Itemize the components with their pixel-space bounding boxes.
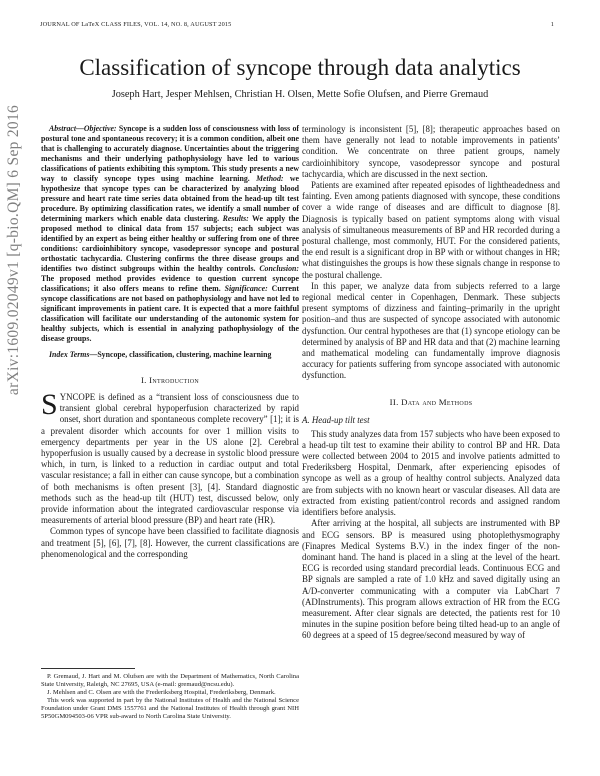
footnote-divider [41,668,135,669]
footnote-affiliation-ncsu: P. Gremaud, J. Hart and M. Olufsen are with the Department of Mathematics, North Carolina State University, Raleigh, NC 27695, USA (e-mail: gremaud@ncsu.edu). [41,673,299,689]
abstract-method: we hypothesize that syncope types can be characterized by analyzing blood pressure and heart rate time series data obtained from the head-up tilt test procedure. By optimizing classification rates, we identify a small number of determining markers which enable data clustering. [41,174,299,223]
conclusion-label: Conclusion: [259,264,299,273]
abstract: Abstract—Objective: Syncope is a sudden loss of consciousness with loss of postural tone and spontaneous recovery; it is a common condition, albeit one that is challenging to accurately diagnose. Uncertainties about the triggering mechanisms and their underlying pathophysiology have led to various classifications of patients exhibiting this symptom. This study presents a new way to classify syncope types using machine learning. Method: we hypothesize that syncope types can be characterized by analyzing blood pressure and heart rate time series data obtained from the head-up tilt test procedure. By optimizing classification rates, we identify a small number of determining markers which enable data clustering. Results: We apply the proposed method to clinical data from 157 subjects; each subject was identified by an expert as being either healthy or suffering from one of three conditions: cardioinhibitory syncope, vasodepressor syncope and postural orthostatic tachycardia. Clustering confirms the three disease groups and identifies two distinct subgroups within the healthy controls. Conclusion: The proposed method provides evidence to question current syncope classifications; it also offers means to refine them. Significance: Current syncope classifications are not based on pathophysiology and have not led to significant improvements in patient care. It is expected that a more faithful classification will facilitate our understanding of the autonomic system for healthy subjects, which is essential in analyzing pathophysiology of the disease groups. [41,124,299,343]
intro-paragraph-1 [41,388,299,526]
arxiv-stamp: arXiv:1609.02049v1 [q-bio.QM] 6 Sep 2016 [5,104,22,396]
running-header [40,20,554,30]
intro-paragraph-4: Patients are examined after repeated episodes of lightheadedness and fainting. Even among patients diagnosed with syncope, these conditions cover a wide range of diseases and are difficult to diagnose [8]. Diagnosis is typically based on patient symptoms along with visual analysis of simultaneous measurements of BP and HR recorded during a postural challenge, most commonly, HUT. For the considered patients, the end result is a significant drop in BP with or without changes in HR; what distinguishes the groups is how these signals change in response to the postural challenge. [302,180,560,280]
abstract-conclusion: The proposed method provides evidence to question current syncope classifications; it also offers means to refine them. [41,274,299,293]
index-terms-label: Index Terms [49,350,90,359]
results-label: Results: [222,214,249,223]
intro-paragraph-2: Common types of syncope have been classified to facilitate diagnosis and treatment [5], [6], [7], [8]. However, the current classifications are phenomenological and the corresponding [41,526,299,559]
paper-title: Classification of syncope through data analytics [79,55,521,80]
section-title-data-methods: II. Data and Methods [389,396,473,407]
subsection-title-head-up-tilt: A. Head-up tilt test [302,414,370,425]
left-column [41,124,299,560]
index-terms: Index Terms—Syncope, classification, clustering, machine learning [49,350,272,359]
methods-paragraph-2: After arriving at the hospital, all subjects are instrumented with BP and ECG sensors. BP is measured using photoplethysmography (Finapres Medical Systems B.V.) in the index finger of the non-dominant hand. The hand is placed in a sling at the level of the heart. ECG is recorded using standard precordial leads. Continuous ECG and BP signals are sampled a rate of 1.0 kHz and saved digitally using an A/D-converter communicating with a computer via LabChart 7 (ADInstruments). This program allows extraction of HR from the ECG measurement. After clear signals are detected, the patients rest for 10 minutes in the supine position before being tilted head-up to an angle of 60 degrees at a speed of 15 degree/second measured by way of [302,518,560,641]
footnotes [41,673,299,722]
abstract-significance: Current syncope classifications are not based on pathophysiology and have not led to significant improvements in patient care. It is expected that a more faithful classification will facilitate our understanding of the autonomic system for healthy subjects, which is essential in analyzing pathophysiology of the disease groups. [41,284,299,343]
drop-cap: S [41,388,58,421]
abstract-label: Abstract [49,124,77,133]
methods-paragraph-1: This study analyzes data from 157 subjects who have been exposed to a head-up tilt test to examine their ability to control BP and HR. Data were collected between 2004 to 2015 and involve patients admitted to Frederiksberg Hospital, Denmark, after experiencing episodes of syncope as well as a group of healthy control subjects. Analyzed data are from subjects with no known heart or vascular diseases. All data are extracted from existing patient/control records and assigned random identifiers before analysis. [302,428,560,518]
intro-paragraph-3: terminology is inconsistent [5], [8]; therapeutic approaches based on them have generally not lead to notable improvements in patients’ condition. We concentrate on three patient groups, namely cardioinhibitory syncope, vasodepressor syncope and postural tachycardia, which are discussed in the next section. [302,124,560,179]
abstract-results: We apply the proposed method to clinical data from 157 subjects; each subject was identified by an expert as being either healthy or suffering from one of three conditions: cardioinhibitory syncope, vasodepressor syncope and postural orthostatic tachycardia. Clustering confirms the three disease groups and identifies two distinct subgroups within the healthy controls. [41,214,299,273]
intro-paragraph-1-text: YNCOPE is defined as a “transient loss of consciousness due to transient global cerebral hypoperfusion characterized by rapid onset, short duration and spontaneous complete recovery” [1]; it is a prevalent disorder which accounts for over 1 million visits to emergency departments per year in the US alone [2]. Cerebral hypoperfusion is usually caused by a decrease in systolic blood pressure which, in turn, is linked to a reduction in cardiac output and total vascular resistance; a fall in either can cause syncope, but a combination of both mechanisms is often present [3], [4]. Standard diagnostic methods such as the head-up tilt (HUT) test, discussed below, only provide information about the integrated cardiovascular response via measurements of arterial blood pressure (BP) and heart rate (HR). [41,392,299,526]
paper-authors: Joseph Hart, Jesper Mehlsen, Christian H. Olsen, Mette Sofie Olufsen, and Pierre Gremaud [111,89,489,100]
objective-label: Objective: [83,124,117,133]
footnote-funding: This work was supported in part by the National Institutes of Health and the National Science Foundation under Grant DMS 1557761 and the National Institutes of Health through grant NIH 5P50GM094503-06 VPR sub-award to North Carolina State University. [41,697,299,721]
section-title-introduction: I. Introduction [140,375,200,385]
intro-paragraph-5: In this paper, we analyze data from subjects referred to a large regional medical center in Copenhagen, Denmark. These subjects present symptoms of dizziness and fainting–primarily in the upright position–and thus are suspected of syncope associated with autonomic dysfunction. Our central hypotheses are that (1) syncope etiology can be determined by analysis of BP and HR data and that (2) machine learning and mathematical modeling can fundamentally improve diagnosis accuracy for patients suffering from syncope associated with autonomic dysfunction. [302,280,560,381]
right-column [302,124,560,642]
abstract-objective: Syncope is a sudden loss of consciousness with loss of postural tone and spontaneous recovery; it is a common condition, albeit one that is challenging to accurately diagnose. Uncertainties about the triggering mechanisms and their underlying pathophysiology have led to various classifications of patients exhibiting this symptom. This study presents a new way to classify syncope types using machine learning. [41,124,299,183]
page-number: 1 [550,21,554,28]
method-label: Method: [256,174,284,183]
journal-name: JOURNAL OF LaTeX CLASS FILES, VOL. 14, NO. 8, AUGUST 2015 [40,21,232,28]
footnote-affiliation-frederiksberg: J. Mehlsen and C. Olsen are with the Frederiksberg Hospital, Frederiksberg, Denmark. [47,689,276,697]
index-terms-text: Syncope, classification, clustering, machine learning [97,350,272,359]
significance-label: Significance: [224,284,268,293]
